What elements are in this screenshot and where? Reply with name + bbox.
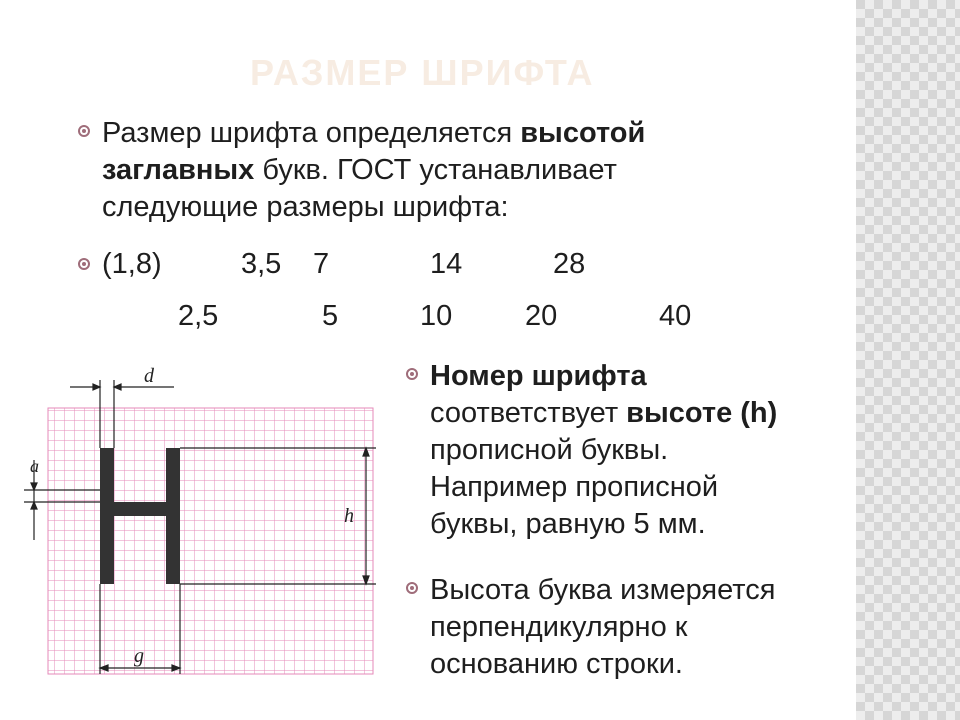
slide-title: РАЗМЕР ШРИФТА: [250, 52, 595, 93]
text-segment: прописной буквы.: [430, 434, 669, 466]
label-d: d: [144, 365, 154, 387]
bullet-height-measurement: [430, 572, 850, 683]
text-segment: букв. ГОСТ устанавливает: [254, 154, 617, 186]
bullet-marker-icon: [78, 258, 90, 270]
size-value: 5: [322, 300, 339, 332]
text-segment: буквы, равную 5 мм.: [430, 508, 706, 540]
text-segment: Например прописной: [430, 471, 719, 503]
size-value: 2,5: [178, 300, 219, 332]
size-value: 10: [420, 300, 453, 332]
text-segment: основанию строки.: [430, 648, 683, 680]
label-g: g: [134, 645, 144, 667]
bullet-font-number: [430, 358, 850, 543]
size-value: 3,5: [241, 248, 282, 280]
bold-text-capital: заглавных: [102, 154, 255, 186]
text-segment: перпендикулярно к: [430, 611, 688, 643]
text-segment: Высота буква измеряется: [430, 574, 776, 606]
size-value: 14: [430, 248, 463, 280]
bold-text-height-h: высоте (h): [626, 397, 778, 429]
size-value: 20: [525, 300, 558, 332]
label-a: a: [30, 456, 39, 476]
bold-text-height: высотой: [520, 117, 646, 149]
bullet-font-size-definition: [102, 115, 802, 226]
text-segment: соответствует: [430, 397, 627, 429]
bullet-marker-icon: [406, 582, 418, 594]
bullet-marker-icon: [78, 125, 90, 137]
text-segment: следующие размеры шрифта:: [102, 191, 509, 223]
label-h: h: [344, 505, 354, 527]
size-value: 28: [553, 248, 586, 280]
size-value: 40: [659, 300, 692, 332]
size-value: 7: [313, 248, 330, 280]
size-value: (1,8): [102, 248, 162, 280]
decorative-side-pattern: [856, 0, 960, 720]
letter-h-grid-diagram: [14, 360, 380, 682]
text-segment: Размер шрифта определяется: [102, 117, 521, 149]
bold-text-font-number: Номер шрифта: [430, 360, 647, 392]
bullet-marker-icon: [406, 368, 418, 380]
